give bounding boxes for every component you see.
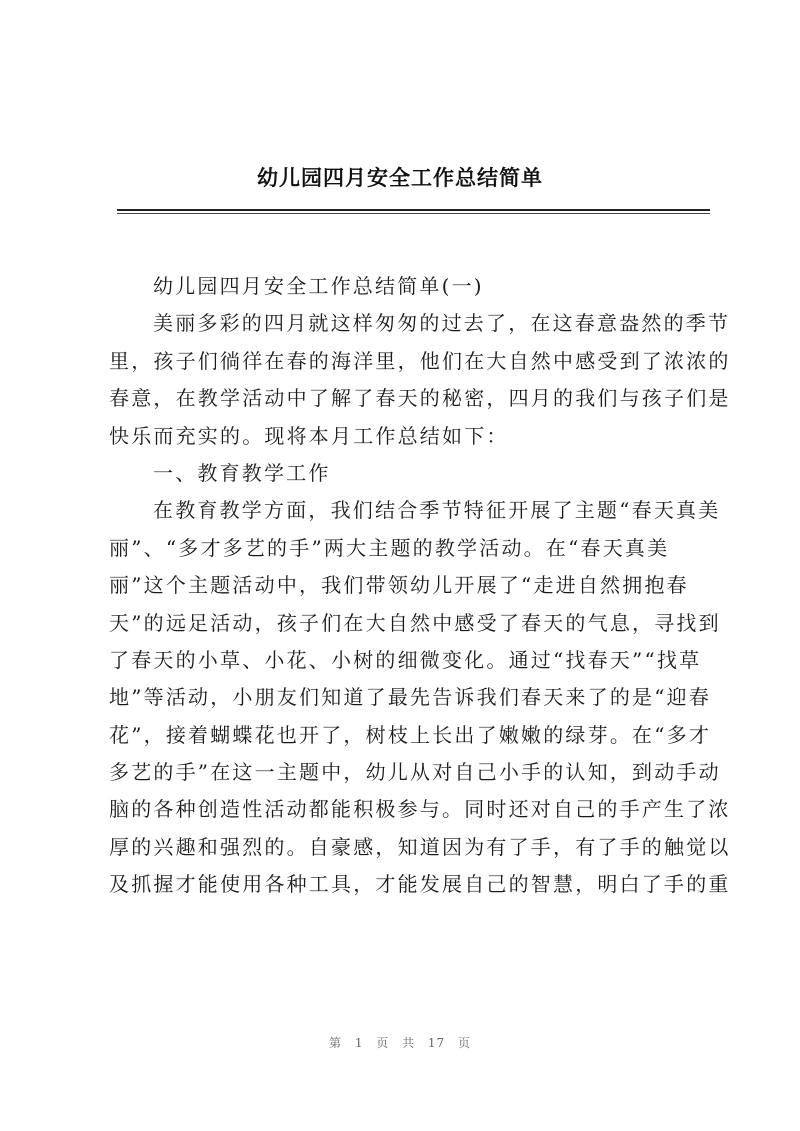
paragraph-line: 天”的远足活动，孩子们在大自然中感受了春天的气息，寻找到 [109,610,721,635]
page-number-footer: 第 1 页 共 17 页 [329,1036,471,1050]
subsection-heading: 一、教育教学工作 [153,460,331,485]
section-heading: 幼儿园四月安全工作总结简单(一) [153,274,484,298]
paragraph-line: 地”等活动，小朋友们知道了最先告诉我们春天来了的是“迎春 [109,685,712,710]
paragraph-line: 丽”这个主题活动中，我们带领幼儿开展了“走进自然拥抱春 [109,573,689,598]
paragraph-line: 美丽多彩的四月就这样匆匆的过去了，在这春意盎然的季节 [153,311,731,336]
document-body [109,268,731,904]
paragraph-line: 快乐而充实的。现将本月工作总结如下： [109,423,509,448]
paragraph-line: 多艺的手”在这一主题中，幼儿从对自己小手的认知，到动手动 [109,760,721,785]
paragraph-line: 及抓握才能使用各种工具，才能发展自己的智慧，明白了手的重 [109,872,731,897]
paragraph-line: 了春天的小草、小花、小树的细微变化。通过“找春天”“找草 [109,647,702,672]
document-title: 幼儿园四月安全工作总结简单 [257,166,543,190]
paragraph-line: 脑的各种创造性活动都能积极参与。同时还对自己的手产生了浓 [109,797,731,822]
paragraph-line: 花”，接着蝴蝶花也开了，树枝上长出了嫩嫩的绿芽。在“多才 [109,722,712,747]
title-divider-thin [117,213,710,214]
title-divider-thick [117,209,710,211]
paragraph-line: 丽”、“多才多艺的手”两大主题的教学活动。在“春天真美 [109,535,670,560]
paragraph-line: 里，孩子们徜徉在春的海洋里，他们在大自然中感受到了浓浓的 [109,348,731,373]
paragraph-line: 在教育教学方面，我们结合季节特征开展了主题“春天真美 [153,498,721,523]
paragraph-line: 春意，在教学活动中了解了春天的秘密，四月的我们与孩子们是 [109,386,731,411]
paragraph-line: 厚的兴趣和强烈的。自豪感，知道因为有了手，有了手的触觉以 [109,834,731,859]
